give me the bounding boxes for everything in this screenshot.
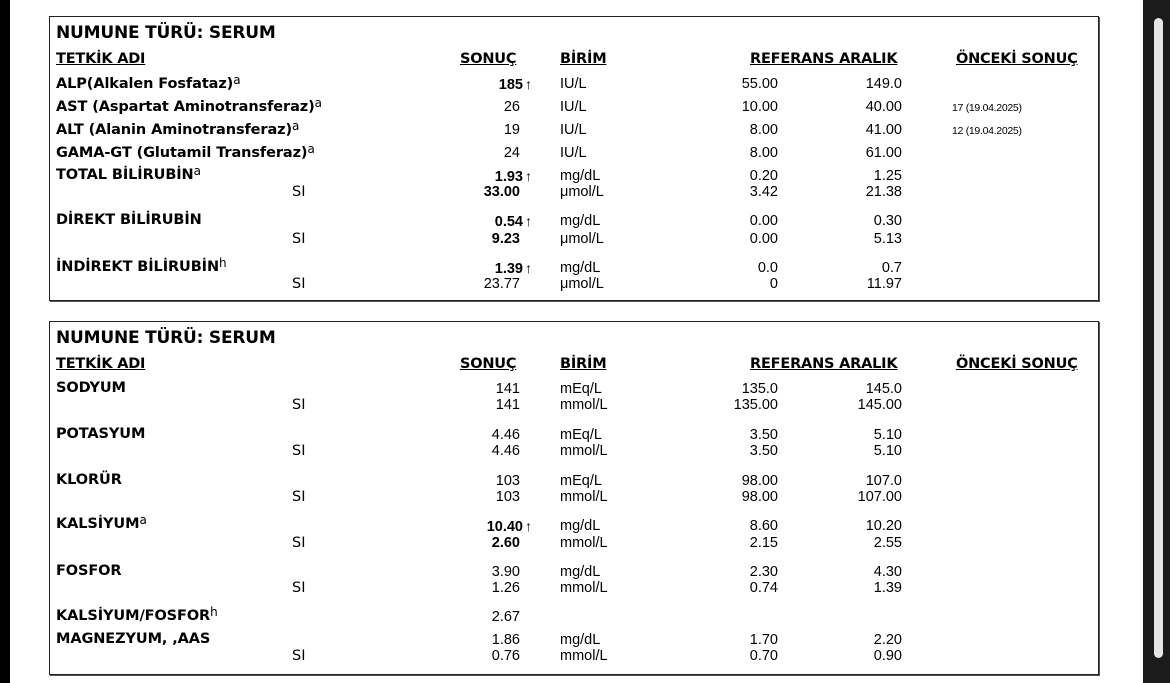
si-ref-low: 0 [769,276,778,292]
si-label: SI [292,648,306,664]
si-result: 9.23 [491,231,520,247]
si-result: 2.60 [491,535,520,551]
si-ref-low: 2.15 [749,535,778,551]
high-flag-icon: ↑ [525,518,532,534]
ref-low: 1.70 [749,632,778,648]
si-ref-low: 0.00 [749,231,778,247]
col-header-result: SONUÇ [460,51,517,67]
test-unit: IU/L [560,122,587,138]
test-name: FOSFOR [56,563,122,579]
si-ref-high: 145.00 [857,397,902,413]
test-unit: mg/dL [560,632,601,648]
si-ref-low: 0.74 [749,580,778,596]
si-ref-high: 2.55 [873,535,902,551]
test-name: KALSİYUM/FOSFOR$^h$ [56,605,218,624]
ref-high: 10.20 [865,518,902,534]
test-result: 10.40 ↑ [486,518,532,535]
ref-high: 145.0 [865,381,902,397]
si-ref-high: 0.90 [873,648,902,664]
si-ref-high: 21.38 [865,184,902,200]
test-unit: mEq/L [560,381,602,397]
si-unit: mmol/L [560,397,608,413]
sample-section-serum-1 [49,16,1099,301]
ref-high: 1.25 [873,168,902,184]
ref-high: 149.0 [865,76,902,92]
si-result: 0.76 [491,648,520,664]
ref-low: 0.20 [749,168,778,184]
col-header-previous: ÖNCEKİ SONUÇ [956,356,1078,372]
si-result: 23.77 [483,276,520,292]
ref-high: 5.10 [873,427,902,443]
test-name: SODYUM [56,380,126,396]
test-name: GAMA-GT (Glutamil Transferaz)$^a$ [56,142,315,161]
col-header-result: SONUÇ [460,356,517,372]
si-label: SI [292,489,306,505]
si-result: 33.00 [483,184,520,200]
test-unit: IU/L [560,76,587,92]
test-name: AST (Aspartat Aminotransferaz)$^a$ [56,96,322,115]
si-label: SI [292,535,306,551]
ref-high: 41.00 [865,122,902,138]
col-header-reference: REFERANS ARALIK [750,356,898,372]
test-result: 4.46 [491,427,520,443]
test-name: ALP(Alkalen Fosfataz)$^a$ [56,73,241,92]
test-result: 1.39 ↑ [494,260,532,277]
ref-low: 0.0 [757,260,778,276]
test-result: 3.90 [491,564,520,580]
ref-low: 98.00 [741,473,778,489]
ref-high: 2.20 [873,632,902,648]
si-unit: μmol/L [560,184,604,200]
ref-low: 55.00 [741,76,778,92]
test-unit: mg/dL [560,564,601,580]
si-label: SI [292,443,306,459]
col-header-test-name: TETKİK ADI [56,356,146,372]
test-unit: IU/L [560,99,587,115]
si-ref-low: 3.42 [749,184,778,200]
previous-result: 12 (19.04.2025) [952,125,1022,137]
ref-low: 10.00 [741,99,778,115]
ref-low: 0.00 [749,213,778,229]
test-name: POTASYUM [56,426,146,442]
test-result: 141 [495,381,520,397]
si-ref-low: 3.50 [749,443,778,459]
si-unit: μmol/L [560,276,604,292]
test-unit: mEq/L [560,473,602,489]
si-label: SI [292,231,306,247]
test-unit: mg/dL [560,260,601,276]
ref-high: 40.00 [865,99,902,115]
col-header-reference: REFERANS ARALIK [750,51,898,67]
test-result: 185 ↑ [498,76,532,93]
ref-high: 4.30 [873,564,902,580]
si-result: 4.46 [491,443,520,459]
ref-high: 0.7 [881,260,902,276]
si-ref-high: 5.13 [873,231,902,247]
si-unit: mmol/L [560,580,608,596]
si-result: 141 [495,397,520,413]
test-name: MAGNEZYUM, ,AAS [56,631,211,647]
test-result: 26 [503,99,520,115]
high-flag-icon: ↑ [525,76,532,92]
col-header-test-name: TETKİK ADI [56,51,146,67]
test-name: DİREKT BİLİRUBİN [56,212,202,228]
test-result: 24 [503,145,520,161]
col-header-unit: BİRİM [560,356,607,372]
test-name: TOTAL BİLİRUBİN$^a$ [56,164,201,183]
si-unit: μmol/L [560,231,604,247]
ref-low: 3.50 [749,427,778,443]
test-result: 19 [503,122,520,138]
footnote-mark: a [314,96,322,110]
si-unit: mmol/L [560,648,608,664]
test-name: KLORÜR [56,472,122,488]
ref-high: 0.30 [873,213,902,229]
footnote-mark: a [233,73,241,87]
ref-low: 8.00 [749,122,778,138]
ref-high: 107.0 [865,473,902,489]
ref-low: 8.00 [749,145,778,161]
si-ref-high: 1.39 [873,580,902,596]
footnote-mark: h [210,605,218,619]
test-unit: mg/dL [560,518,601,534]
si-unit: mmol/L [560,489,608,505]
ref-low: 8.60 [749,518,778,534]
test-unit: mg/dL [560,213,601,229]
footnote-mark: a [292,119,300,133]
test-name: İNDİREKT BİLİRUBİN$^h$ [56,256,227,275]
test-unit: IU/L [560,145,587,161]
high-flag-icon: ↑ [525,168,532,184]
sample-section-serum-2 [49,321,1099,675]
previous-result: 17 (19.04.2025) [952,102,1022,114]
si-ref-low: 135.00 [733,397,778,413]
si-unit: mmol/L [560,535,608,551]
test-result: 0.54 ↑ [494,213,532,230]
ref-low: 2.30 [749,564,778,580]
si-result: 1.26 [491,580,520,596]
section-title: NUMUNE TÜRÜ: SERUM [56,328,276,348]
high-flag-icon: ↑ [525,260,532,276]
footnote-mark: h [219,256,227,270]
test-result: 103 [495,473,520,489]
test-result: 2.67 [491,609,520,625]
test-unit: mg/dL [560,168,601,184]
col-header-unit: BİRİM [560,51,607,67]
high-flag-icon: ↑ [525,213,532,229]
footnote-mark: a [193,164,201,178]
si-label: SI [292,580,306,596]
si-label: SI [292,184,306,200]
si-ref-high: 11.97 [866,276,902,292]
ref-high: 61.00 [865,145,902,161]
si-label: SI [292,276,306,292]
si-ref-low: 0.70 [749,648,778,664]
test-result: 1.86 [491,632,520,648]
si-ref-low: 98.00 [741,489,778,505]
si-result: 103 [495,489,520,505]
ref-low: 135.0 [741,381,778,397]
footnote-mark: a [139,513,147,527]
footnote-mark: a [307,142,315,156]
si-ref-high: 5.10 [873,443,902,459]
si-label: SI [292,397,306,413]
test-result: 1.93 ↑ [494,168,532,185]
col-header-previous: ÖNCEKİ SONUÇ [956,51,1078,67]
test-name: KALSİYUM$^a$ [56,513,147,532]
test-name: ALT (Alanin Aminotransferaz)$^a$ [56,119,300,138]
section-title: NUMUNE TÜRÜ: SERUM [56,23,276,43]
si-ref-high: 107.00 [857,489,902,505]
scrollbar-thumb[interactable] [1154,18,1163,658]
test-unit: mEq/L [560,427,602,443]
si-unit: mmol/L [560,443,608,459]
